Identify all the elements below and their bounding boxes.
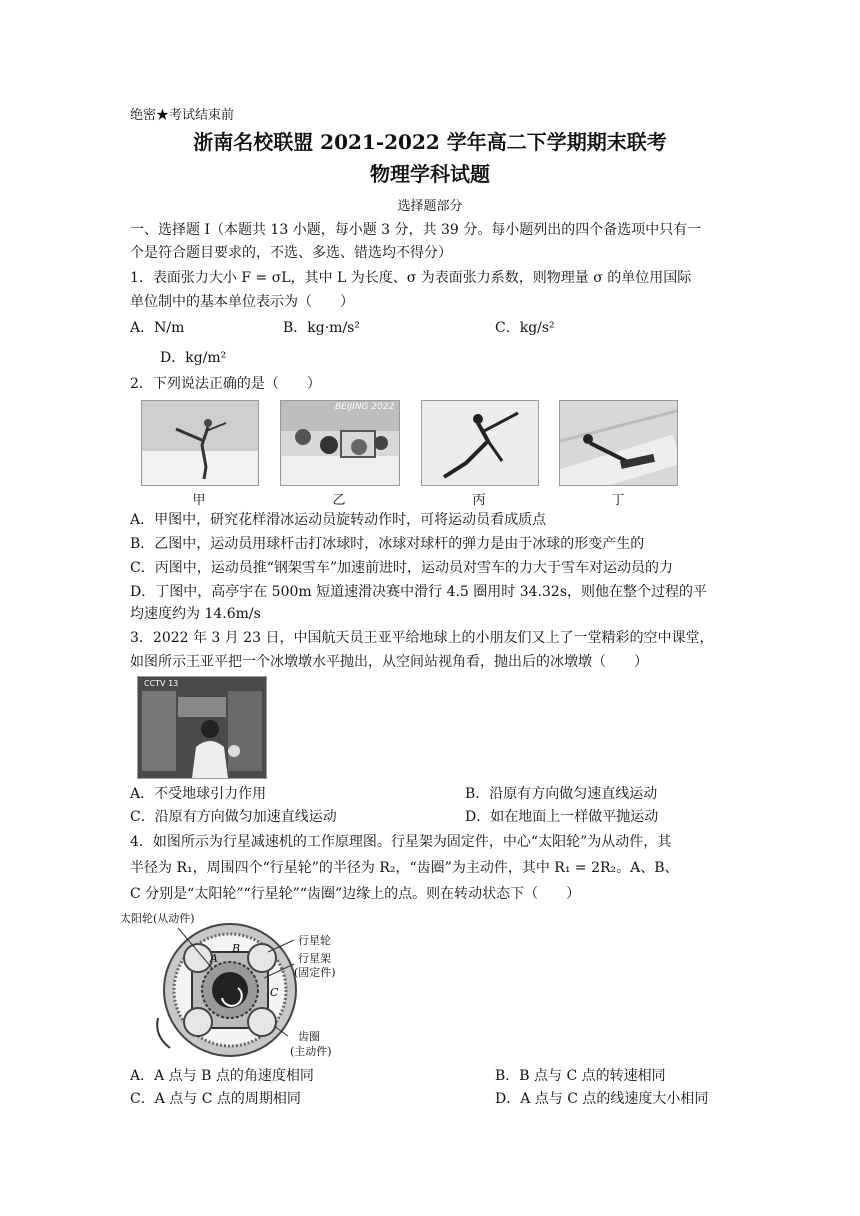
ice-hockey-image — [280, 400, 400, 486]
q3-stem-line1: 3．2022 年 3 月 23 日，中国航天员王亚平给地球上的小朋友们又上了一堂精彩的空中课堂， — [130, 630, 714, 646]
section-title: 选择题部分 — [397, 199, 463, 214]
skeleton-sled-image — [559, 400, 678, 486]
q1-option-c: C．kg/s² — [495, 320, 555, 336]
q4-stem-line3: C 分别是“太阳轮”“行星轮”“齿圈”边缘上的点。则在转动状态下（ ） — [130, 886, 581, 902]
image-label-bing: 丙 — [472, 493, 486, 508]
planetary-gear-diagram — [118, 908, 368, 1060]
beijing-2022-text: BEIJING 2022 — [335, 402, 395, 412]
carrier-note-label: (固定件) — [294, 966, 336, 979]
point-c-label: C — [270, 986, 279, 999]
q2-option-d: D．丁图中，高亭宇在 500m 短道速滑决赛中滑行 4.5 圈用时 34.32s，则他在整个过程的平 — [130, 584, 707, 600]
subject-title: 物理学科试题 — [370, 162, 490, 186]
exam-title: 浙南名校联盟 2021-2022 学年高二下学期期末联考 — [193, 130, 667, 154]
q2-option-d-cont: 均速度约为 14.6m/s — [130, 606, 261, 622]
q3-stem-line2: 如图所示王亚平把一个冰墩墩水平抛出，从空间站视角看，抛出后的冰墩墩（ ） — [130, 654, 648, 670]
q1-stem-line1: 1．表面张力大小 F = σL，其中 L 为长度、σ 为表面张力系数，则物理量 σ 的单位用国际 — [130, 270, 692, 286]
q3-option-a: A．不受地球引力作用 — [130, 786, 267, 802]
speed-skater-image — [421, 400, 539, 486]
q1-stem-line2: 单位制中的基本单位表示为（ ） — [130, 294, 354, 310]
q4-option-c: C．A 点与 C 点的周期相同 — [130, 1091, 301, 1107]
q2-option-a: A．甲图中，研究花样滑冰运动员旋转动作时，可将运动员看成质点 — [130, 512, 547, 528]
image-label-yi: 乙 — [332, 493, 346, 508]
q4-option-a: A．A 点与 B 点的角速度相同 — [130, 1068, 314, 1084]
carrier-label: 行星架 — [298, 952, 331, 965]
sun-gear-label: 太阳轮(从动件) — [120, 912, 195, 925]
space-classroom-image — [137, 676, 267, 779]
planet-gear-label: 行星轮 — [298, 934, 331, 947]
ring-note-label: (主动件) — [290, 1045, 332, 1058]
q3-option-d: D．如在地面上一样做平抛运动 — [465, 809, 659, 825]
q3-option-b: B．沿原有方向做匀速直线运动 — [465, 786, 658, 802]
point-b-label: B — [232, 942, 241, 955]
q4-stem-line1: 4．如图所示为行星减速机的工作原理图。行星架为固定件，中心“太阳轮”为从动件，其 — [130, 834, 672, 850]
q1-option-a: A．N/m — [130, 320, 185, 336]
q1-option-b: B．kg·m/s² — [283, 320, 360, 336]
ring-gear-label: 齿圈 — [298, 1030, 320, 1043]
confidential-label: 绝密★考试结束前 — [130, 108, 235, 123]
q2-stem: 2．下列说法正确的是（ ） — [130, 376, 321, 392]
q3-option-c: C．沿原有方向做匀加速直线运动 — [130, 809, 337, 825]
point-a-label: A — [210, 952, 218, 965]
q2-option-b: B．乙图中，运动员用球杆击打冰球时，冰球对球杆的弹力是由于冰球的形变产生的 — [130, 536, 645, 552]
q4-option-b: B．B 点与 C 点的转速相同 — [495, 1068, 666, 1084]
instructions-line1: 一、选择题 Ⅰ（本题共 13 小题，每小题 3 分，共 39 分。每小题列出的四个备选项中只有一 — [130, 222, 702, 238]
image-label-jia: 甲 — [192, 493, 206, 508]
figure-skater-image — [141, 400, 259, 486]
instructions-line2: 个是符合题目要求的，不选、多选、错选均不得分） — [130, 245, 452, 261]
q4-option-d: D．A 点与 C 点的线速度大小相同 — [495, 1091, 709, 1107]
q4-stem-line2: 半径为 R₁，周围四个“行星轮”的半径为 R₂，“齿圈”为主动件，其中 R₁ = 2R₂。A、B、 — [130, 860, 679, 876]
cctv-logo-text: CCTV 13 — [144, 679, 179, 688]
image-label-ding: 丁 — [611, 493, 625, 508]
q1-option-d: D．kg/m² — [160, 350, 227, 366]
q2-option-c: C．丙图中，运动员推“钢架雪车”加速前进时，运动员对雪车的力大于雪车对运动员的力 — [130, 560, 674, 576]
